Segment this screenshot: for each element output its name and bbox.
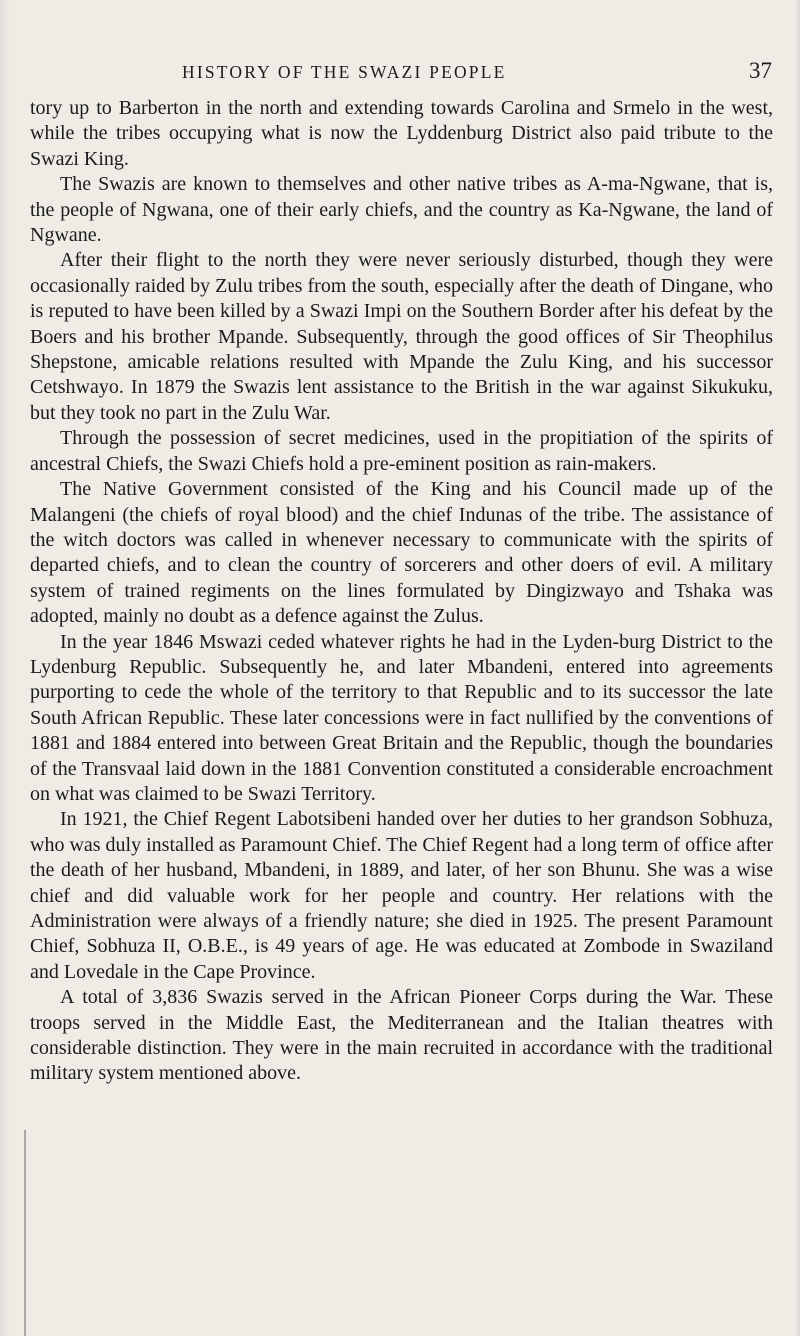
paragraph: The Swazis are known to themselves and other native tribes as A-ma-Ngwane, that is, the people of Ngwana, one of their early chiefs, and the country as Ka-Ngwane, the land of Ngwane. — [30, 173, 773, 247]
paragraph: The Native Government consisted of the King and his Council made up of the Malangeni (the chiefs of royal blood) and the chief Indunas of the tribe. The assistance of the witch doctors was called in whenever necessary to communicate with the spirits of departed chiefs, and to clean the country of sorcerers and other doers of evil. A military system of trained regiments on the lines formulated by Dingizwayo and Tshaka was adopted, mainly no doubt as a defence against the Zulus. — [30, 478, 773, 628]
body-text — [30, 96, 773, 1087]
paragraph: In 1921, the Chief Regent Labotsibeni handed over her duties to her grandson Sobhuza, who was duly installed as Paramount Chief. The Chief Regent had a long term of office after the death of her husband, Mbandeni, in 1889, and later, of her son Bhunu. She was a wise chief and did valuable work for her people and country. Her relations with the Administration were always of a friendly nature; she died in 1925. The present Paramount Chief, Sobhuza II, O.B.E., is 49 years of age. He was educated at Zombode in Swaziland and Lovedale in the Cape Province. — [30, 808, 773, 983]
paragraph-continuation: tory up to Barberton in the north and extending towards Carolina and Srmelo in the west, while the tribes occupying what is now the Lyddenburg District also paid tribute to the Swazi King. — [30, 97, 773, 170]
gutter-shadow — [0, 0, 10, 1336]
paragraph: A total of 3,836 Swazis served in the African Pioneer Corps during the War. These troops served in the Middle East, the Mediterranean and the Italian theatres with considerable distinction. They were in the main recruited in accordance with the traditional military system mentioned above. — [30, 986, 773, 1085]
paragraph: Through the possession of secret medicines, used in the propitiation of the spirits of ancestral Chiefs, the Swazi Chiefs hold a pre-eminent position as rain-makers. — [30, 427, 773, 475]
running-head: HISTORY OF THE SWAZI PEOPLE — [182, 62, 507, 82]
page-number: 37 — [749, 58, 772, 83]
page-edge-shadow — [794, 0, 800, 1336]
binding-edge-line — [24, 1130, 26, 1336]
paragraph: In the year 1846 Mswazi ceded whatever rights he had in the Lyden-burg District to the Lydenburg Republic. Subsequently he, and later Mbandeni, entered into agreements purporting to cede the whole of the territory to that Republic and to its successor the late South African Republic. These later concessions were in fact nullified by the conventions of 1881 and 1884 entered into between Great Britain and the Republic, though the boundaries of the Transvaal laid down in the 1881 Convention constituted a considerable encroachment on what was claimed to be Swazi Territory. — [30, 630, 773, 805]
page-header — [0, 58, 800, 86]
paragraph: After their flight to the north they were never seriously disturbed, though they were occasionally raided by Zulu tribes from the south, especially after the death of Dingane, who is reputed to have been killed by a Swazi Impi on the Southern Border after his defeat by the Boers and his brother Mpande. Subsequently, through the good offices of Sir Theophilus Shepstone, amicable relations resulted with Mpande the Zulu King, and his successor Cetshwayo. In 1879 the Swazis lent assistance to the British in the war against Sikukuku, but they took no part in the Zulu War. — [30, 249, 773, 424]
